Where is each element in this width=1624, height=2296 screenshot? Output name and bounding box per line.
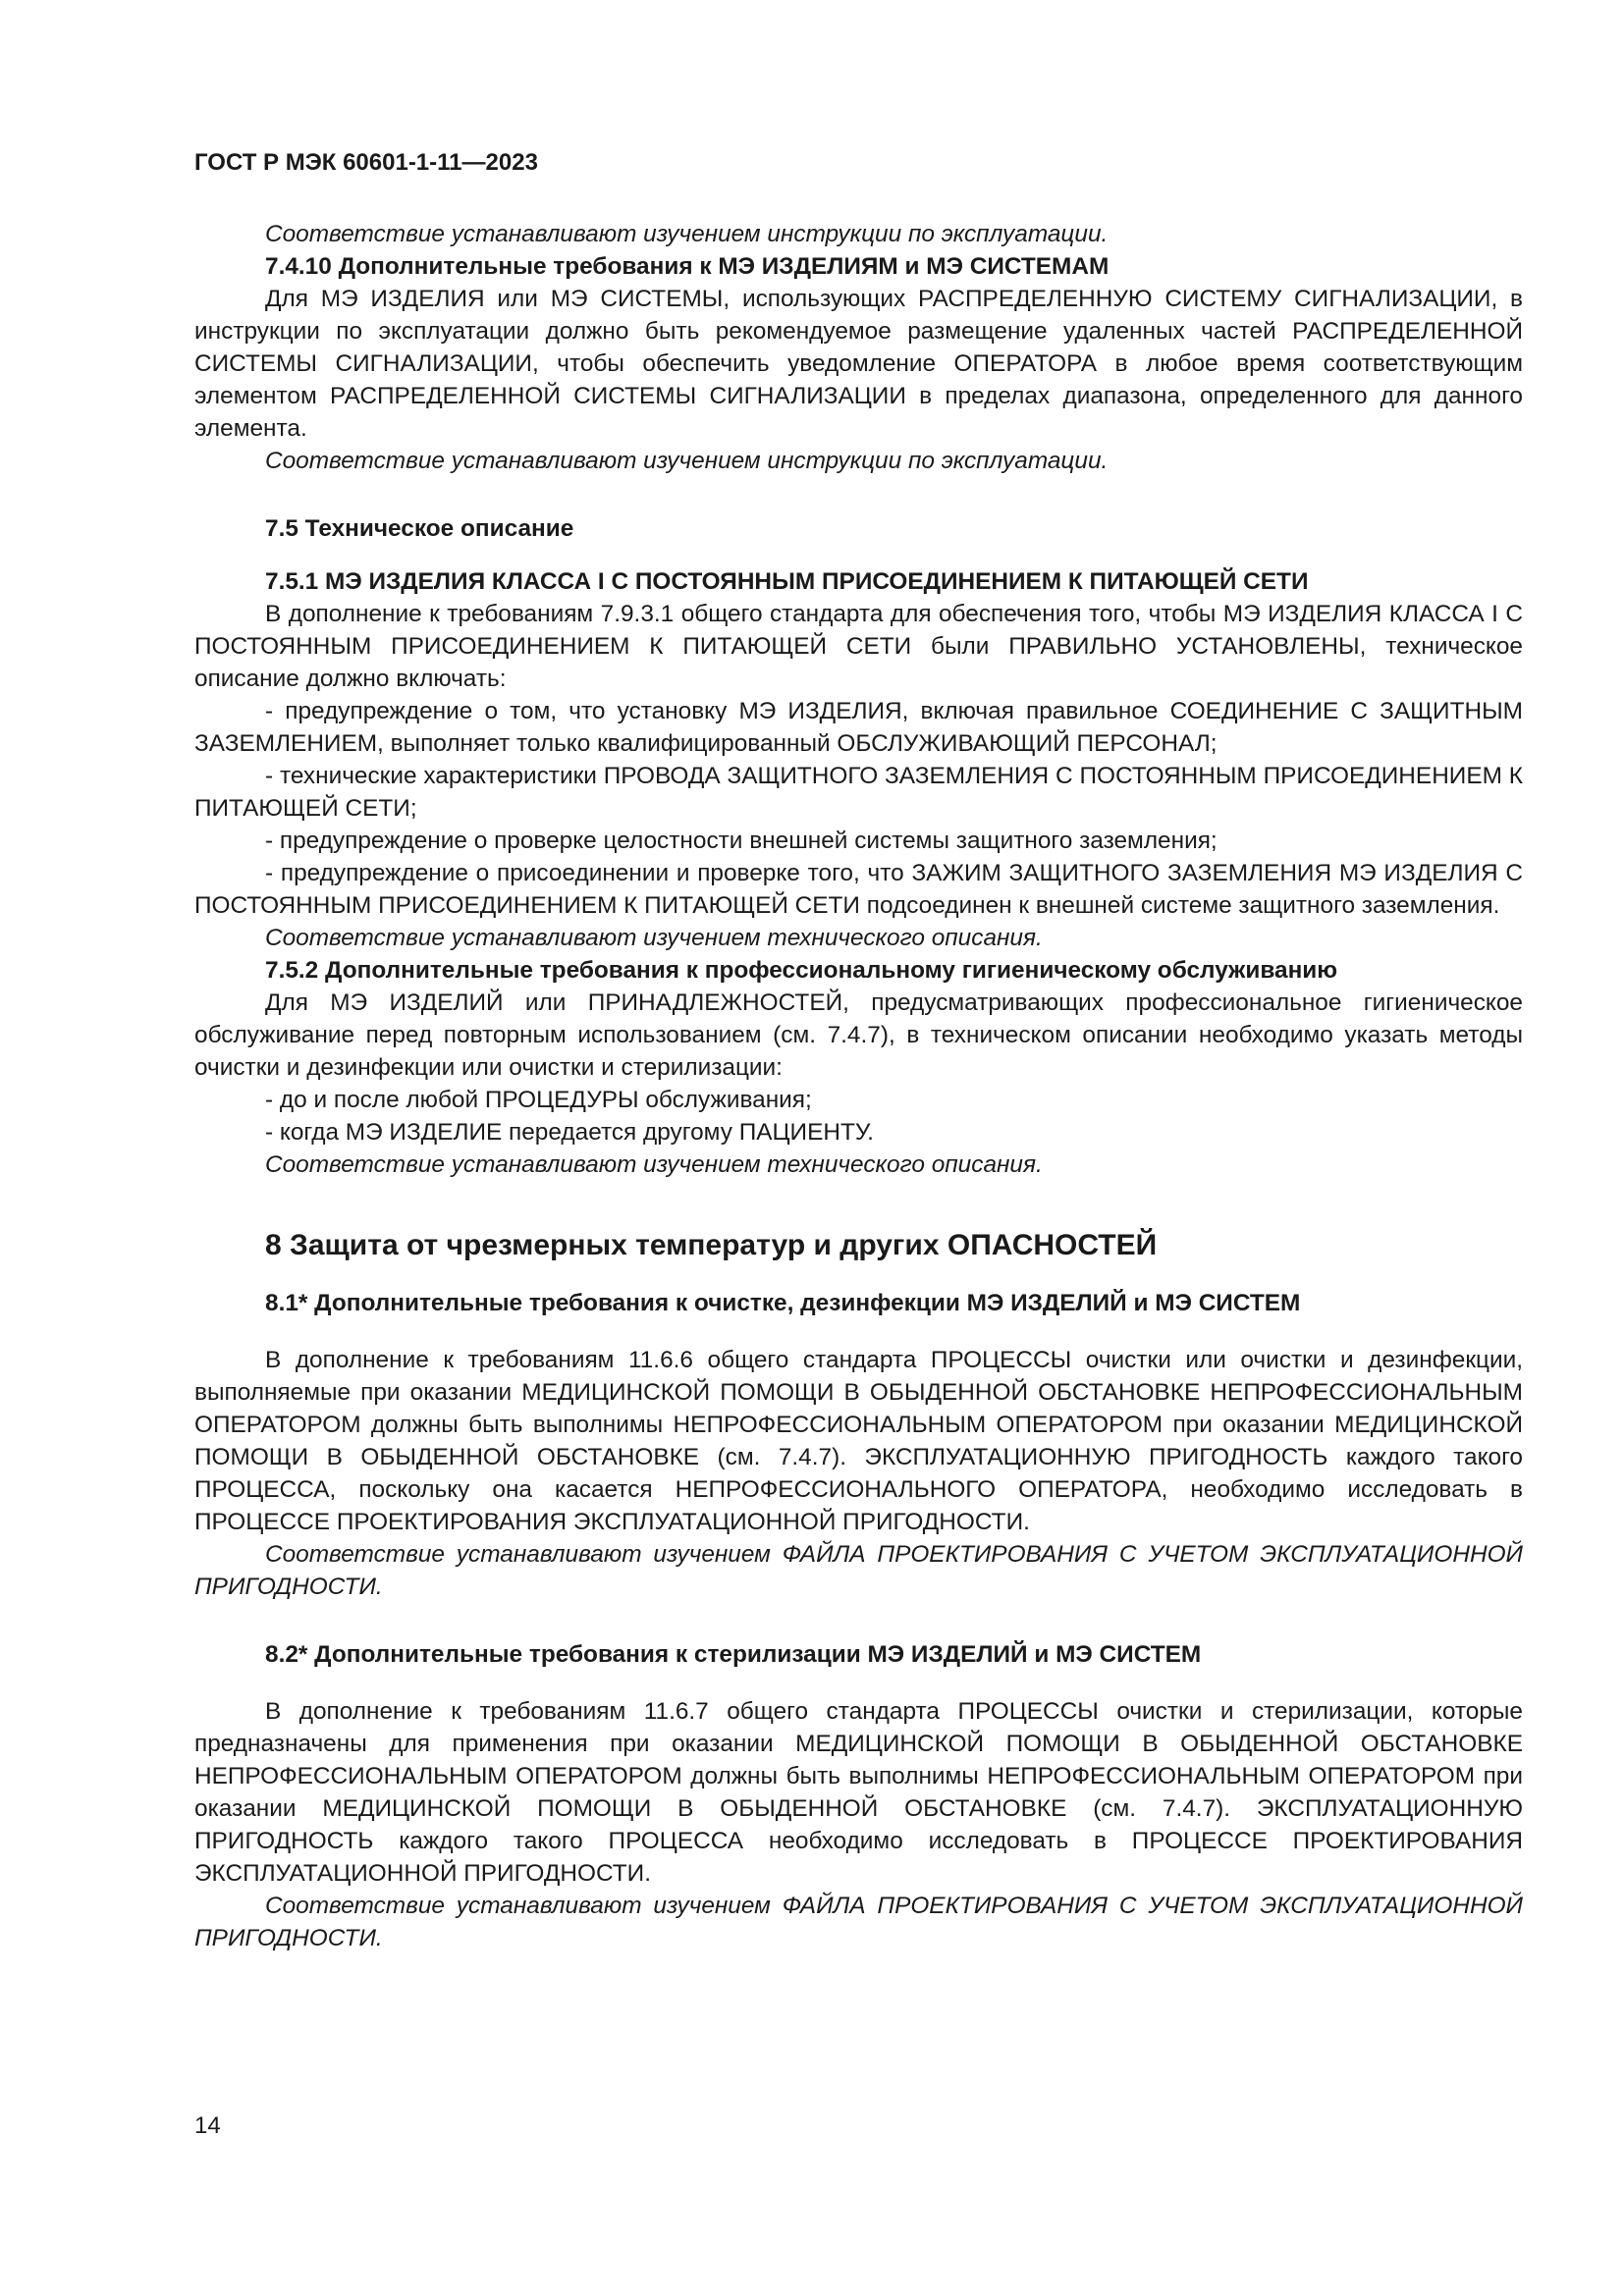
paragraph: В дополнение к требованиям 11.6.6 общего стандарта ПРОЦЕССЫ очистки или очистки и дезинфекции, выполняемые при оказании МЕДИЦИНСКОЙ ПОМОЩИ В ОБЫДЕННОЙ ОБСТАНОВКЕ НЕПРОФЕССИОНАЛЬНЫМ ОПЕРАТОРОМ должны быть выполнимы НЕПРОФЕССИОНАЛЬНЫМ ОПЕРАТОРОМ при оказании МЕДИЦИНСКОЙ ПОМОЩИ В ОБЫДЕННОЙ ОБСТАНОВКЕ (см. 7.4.7). ЭКСПЛУАТАЦИОННУЮ ПРИГОДНОСТЬ каждого такого ПРОЦЕССА, поскольку она касается НЕПРОФЕССИОНАЛЬНОГО ОПЕРАТОРА, необходимо исследовать в ПРОЦЕССЕ ПРОЕКТИРОВАНИЯ ЭКСПЛУАТАЦИОННОЙ ПРИГОДНОСТИ. (194, 1347, 1523, 1535)
clause-7-5-2-heading: 7.5.2 Дополнительные требования к профессиональному гигиеническому обслуживанию (265, 957, 1338, 984)
paragraph: В дополнение к требованиям 11.6.7 общего стандарта ПРОЦЕССЫ очистки и стерилизации, которые предназначены для применения при оказании МЕДИЦИНСКОЙ ПОМОЩИ В ОБЫДЕННОЙ ОБСТАНОВКЕ НЕПРОФЕССИОНАЛЬНЫМ ОПЕРАТОРОМ должны быть выполнимы НЕПРОФЕССИОНАЛЬНЫМ ОПЕРАТОРОМ при оказании МЕДИЦИНСКОЙ ПОМОЩИ В ОБЫДЕННОЙ ОБСТАНОВКЕ (см. 7.4.7). ЭКСПЛУАТАЦИОННУЮ ПРИГОДНОСТЬ каждого такого ПРОЦЕССА необходимо исследовать в ПРОЦЕССЕ ПРОЕКТИРОВАНИЯ ЭКСПЛУАТАЦИОННОЙ ПРИГОДНОСТИ. (194, 1698, 1523, 1887)
clause-8-2-heading: 8.2* Дополнительные требования к стерилизации МЭ ИЗДЕЛИЙ и МЭ СИСТЕМ (265, 1641, 1202, 1668)
list-item: - технические характеристики ПРОВОДА ЗАЩИТНОГО ЗАЗЕМЛЕНИЯ С ПОСТОЯННЫМ ПРИСОЕДИНЕНИЕМ К ПИТАЮЩЕЙ СЕТИ; (194, 763, 1523, 822)
document-header: ГОСТ Р МЭК 60601-1-11—2023 (194, 149, 538, 176)
list-item: - предупреждение о проверке целостности внешней системы защитного заземления; (265, 828, 1218, 854)
list-item: - когда МЭ ИЗДЕЛИЕ передается другому ПАЦИЕНТУ. (265, 1119, 874, 1146)
clause-7-4-10-heading: 7.4.10 Дополнительные требования к МЭ ИЗДЕЛИЯМ и МЭ СИСТЕМАМ (265, 253, 1110, 280)
page-number: 14 (194, 2112, 221, 2139)
page-content (194, 218, 1523, 1954)
compliance-note: Соответствие устанавливают изучением инструкции по эксплуатации. (265, 448, 1109, 474)
section-8-heading: 8 Защита от чрезмерных температур и других ОПАСНОСТЕЙ (265, 1229, 1158, 1261)
list-item: - предупреждение о том, что установку МЭ ИЗДЕЛИЯ, включая правильное СОЕДИНЕНИЕ С ЗАЩИТНЫМ ЗАЗЕМЛЕНИЕМ, выполняет только квалифицированный ОБСЛУЖИВАЮЩИЙ ПЕРСОНАЛ; (194, 698, 1523, 757)
compliance-note: Соответствие устанавливают изучением ФАЙЛА ПРОЕКТИРОВАНИЯ С УЧЕТОМ ЭКСПЛУАТАЦИОННОЙ ПРИГОДНОСТИ. (194, 1541, 1523, 1600)
section-7-5-heading: 7.5 Техническое описание (265, 515, 574, 542)
compliance-note: Соответствие устанавливают изучением технического описания. (265, 925, 1043, 951)
compliance-note: Соответствие устанавливают изучением технического описания. (265, 1151, 1043, 1178)
paragraph: Для МЭ ИЗДЕЛИЙ или ПРИНАДЛЕЖНОСТЕЙ, предусматривающих профессиональное гигиеническое обслуживание перед повторным использованием (см. 7.4.7), в техническом описании необходимо указать методы очистки и дезинфекции или очистки и стерилизации: (194, 989, 1523, 1081)
paragraph: В дополнение к требованиям 7.9.3.1 общего стандарта для обеспечения того, чтобы МЭ ИЗДЕЛИЯ КЛАССА I С ПОСТОЯННЫМ ПРИСОЕДИНЕНИЕМ К ПИТАЮЩЕЙ СЕТИ были ПРАВИЛЬНО УСТАНОВЛЕНЫ, техническое описание должно включать: (194, 601, 1523, 692)
clause-8-1-heading: 8.1* Дополнительные требования к очистке, дезинфекции МЭ ИЗДЕЛИЙ и МЭ СИСТЕМ (265, 1290, 1301, 1316)
compliance-note: Соответствие устанавливают изучением инструкции по эксплуатации. (265, 221, 1109, 247)
list-item: - до и после любой ПРОЦЕДУРЫ обслуживания; (265, 1087, 812, 1113)
list-item: - предупреждение о присоединении и проверке того, что ЗАЖИМ ЗАЩИТНОГО ЗАЗЕМЛЕНИЯ МЭ ИЗДЕЛИЯ С ПОСТОЯННЫМ ПРИСОЕДИНЕНИЕМ К ПИТАЮЩЕЙ СЕТИ подсоединен к внешней системе защитного заземления. (194, 860, 1523, 919)
compliance-note: Соответствие устанавливают изучением ФАЙЛА ПРОЕКТИРОВАНИЯ С УЧЕТОМ ЭКСПЛУАТАЦИОННОЙ ПРИГОДНОСТИ. (194, 1893, 1523, 1951)
paragraph: Для МЭ ИЗДЕЛИЯ или МЭ СИСТЕМЫ, использующих РАСПРЕДЕЛЕННУЮ СИСТЕМУ СИГНАЛИЗАЦИИ, в инструкции по эксплуатации должно быть рекомендуемое размещение удаленных частей РАСПРЕДЕЛЕННОЙ СИСТЕМЫ СИГНАЛИЗАЦИИ, чтобы обеспечить уведомление ОПЕРАТОРА в любое время соответствующим элементом РАСПРЕДЕЛЕННОЙ СИСТЕМЫ СИГНАЛИЗАЦИИ в пределах диапазона, определенного для данного элемента. (194, 286, 1523, 442)
clause-7-5-1-heading: 7.5.1 МЭ ИЗДЕЛИЯ КЛАССА I С ПОСТОЯННЫМ ПРИСОЕДИНЕНИЕМ К ПИТАЮЩЕЙ СЕТИ (265, 568, 1309, 595)
